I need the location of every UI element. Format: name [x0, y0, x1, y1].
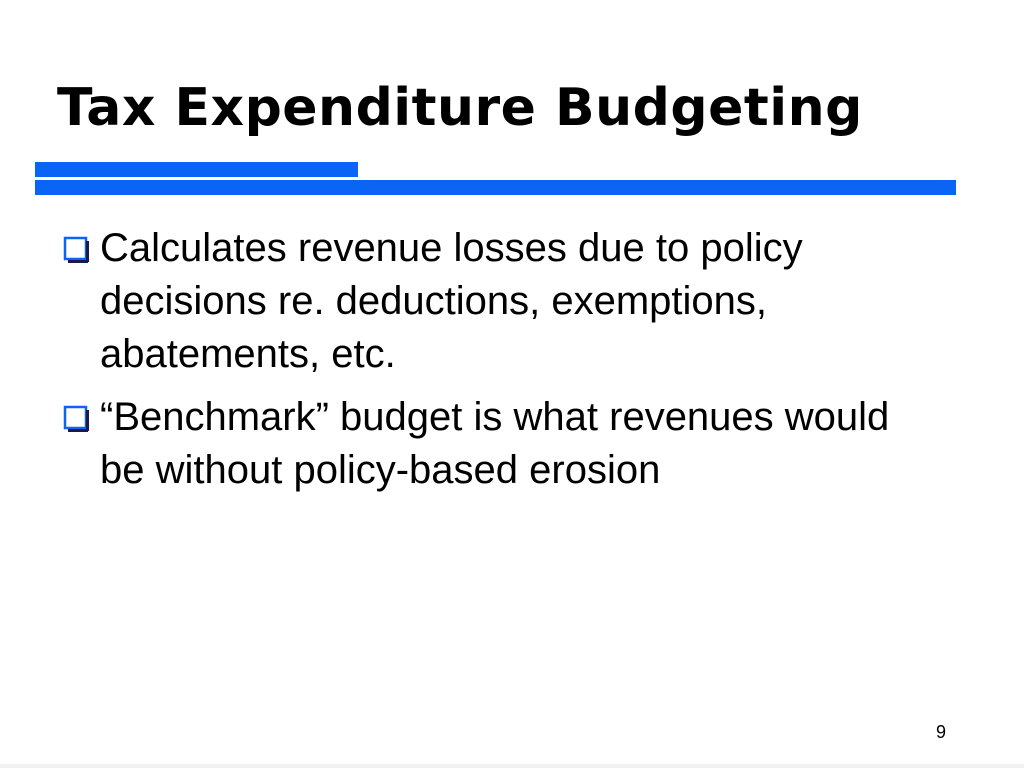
- checkbox-bullet-icon: [62, 405, 90, 433]
- footer-divider: [0, 764, 1024, 768]
- bullet-text: Calculates revenue losses due to policy decisions re. deductions, exemptions, abatements, etc.: [100, 226, 803, 376]
- title-accent-bar-long: [35, 180, 956, 195]
- bullet-item: [62, 222, 942, 381]
- bullet-item: [62, 391, 942, 497]
- title-accent-bar-short: [35, 162, 358, 177]
- bullet-list: [62, 222, 942, 507]
- checkbox-bullet-icon: [62, 236, 90, 264]
- page-number: 9: [936, 722, 947, 742]
- slide-title: Tax Expenditure Budgeting: [57, 78, 863, 138]
- bullet-text: “Benchmark” budget is what revenues would be without policy-based erosion: [100, 395, 890, 492]
